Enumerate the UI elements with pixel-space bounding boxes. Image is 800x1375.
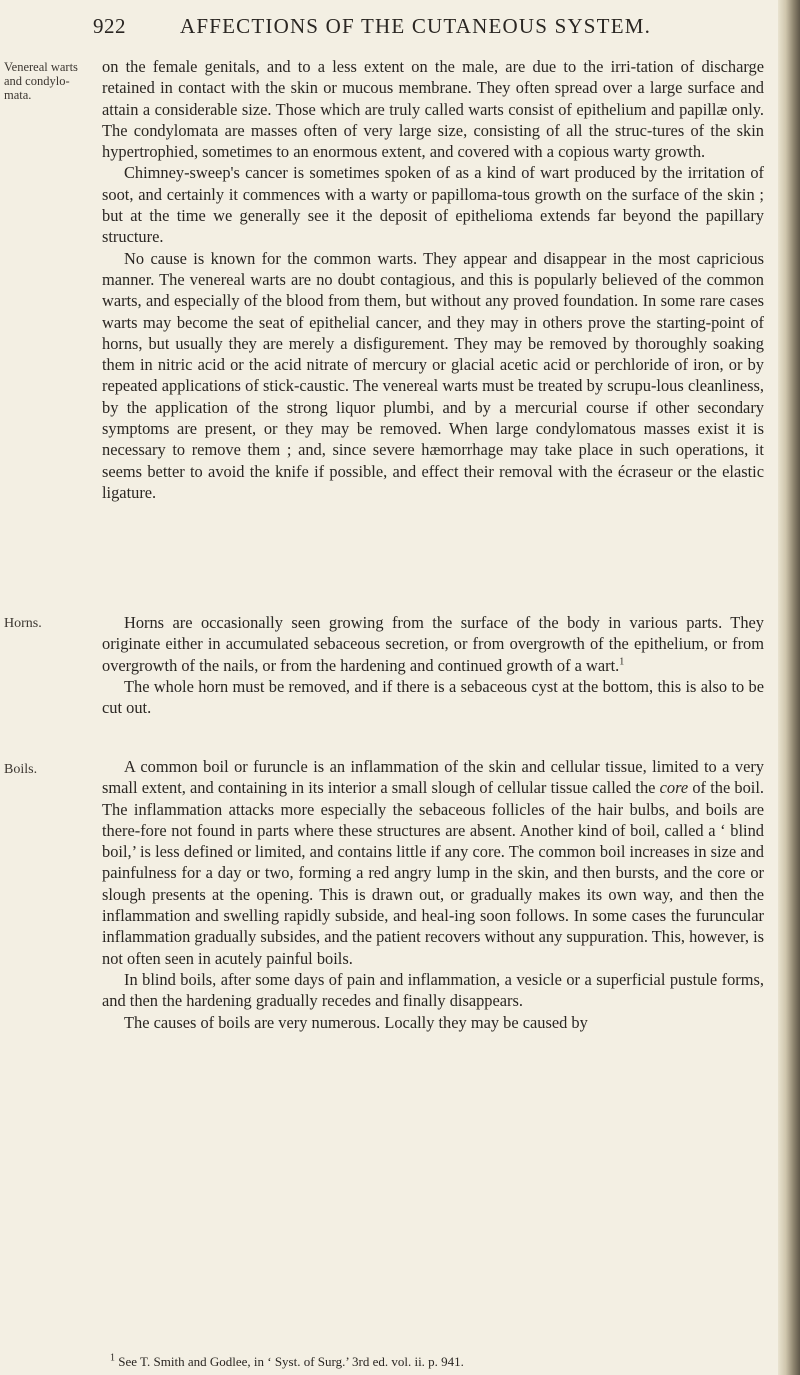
footnote-marker: 1 <box>110 1352 115 1364</box>
page-header <box>0 6 780 40</box>
paragraph: The causes of boils are very numerous. Locally they may be caused by <box>124 1012 588 1032</box>
page-number: 922 <box>93 14 126 38</box>
paragraph <box>102 756 764 969</box>
paragraph-text: of the boil. The inflammation attacks more especially the sebaceous follicles of the hair bulbs, and boils are there-fore not found in parts where these structures are absent. Another kind of boil, called a ‘ blind boil,’ is less defined or limited, and contains little if any core. The common boil increases in size and painfulness for a day or two, forming a red angry lump in the skin, and then bursts, and the core or slough presents at the opening. This is drawn out, or gradually makes its own way, and then the inflammation and swelling rapidly subside, and heal-ing soon follows. In some cases the furuncular inflammation gradually subsides, and the patient recovers without any suppuration. This, however, is not often seen in acutely painful boils. <box>102 778 765 968</box>
italic-term: core <box>659 778 689 798</box>
paragraph: The whole horn must be removed, and if there is a sebaceous cyst at the bottom, this is also to be cut out. <box>102 676 764 718</box>
sidenote-venereal-warts: Venereal warts and condylo-mata. <box>4 60 78 102</box>
running-head: AFFECTIONS OF THE CUTANEOUS SYSTEM. <box>180 14 652 38</box>
footnote-text: See T. Smith and Godlee, in ‘ Syst. of Surg.’ 3rd ed. vol. ii. p. 941. <box>115 1354 464 1369</box>
paragraph: No cause is known for the common warts. They appear and disappear in the most capricious manner. The venereal warts are no doubt contagious, and this is popularly believed of the common warts, and especially of the blood from them, but without any proved foundation. In some rare cases warts may become the seat of epithelial cancer, and they may in others prove the starting-point of horns, but usually they are merely a disfigurement. They may be removed by thoroughly soaking them in nitric acid or the acid nitrate of mercury or glacial acetic acid or perchloride of iron, or by repeated applications of stick-caustic. The venereal warts must be treated by scrupu-lous cleanliness, by the application of the strong liquor plumbi, and by a mercurial course if other secondary symptoms are present, or they may be removed. When large condylomatous masses exist it is necessary to remove them ; and, since severe hæmorrhage may take place in such operations, it seems better to avoid the knife if possible, and effect their removal with the écraseur or the elastic ligature. <box>102 248 764 502</box>
sidenote-boils: Boils. <box>4 762 38 777</box>
paragraph <box>102 612 764 676</box>
sidenote-horns: Horns. <box>4 616 42 631</box>
text-block-boils <box>102 756 764 1033</box>
footnote <box>110 1354 750 1369</box>
page-edge-shadow <box>778 0 800 1375</box>
text-block-horns <box>102 612 764 718</box>
paragraph: Chimney-sweep's cancer is sometimes spoken of as a kind of wart produced by the irritation of soot, and certainly it commences with a warty or papilloma-tous growth on the surface of the skin ; but at the time we generally see it the deposit of epithelioma extends far beyond the papillary structure. <box>102 163 764 247</box>
paragraph-text: Horns are occasionally seen growing from the surface of the body in various parts. They originate either in accumulated sebaceous secretion, or from overgrowth of the epithelium, or from overgrowth of the nails, or from the hardening and continued growth of a wart. <box>102 613 764 675</box>
paragraph: on the female genitals, and to a less extent on the male, are due to the irri-tation of discharge retained in contact with the skin or mucous membrane. They often spread over a large surface and attain a considerable size. Those which are truly called warts consist of epithelium and papillæ only. The condylomata are masses often of very large size, consisting of all the struc-tures of the skin hypertrophied, sometimes to an enormous extent, and covered with a copious warty growth. <box>102 57 764 162</box>
paragraph-text: A common boil or furuncle is an inflammation of the skin and cellular tissue, limited to a very small extent, and containing in its interior a small slough of cellular tissue called the <box>102 757 764 798</box>
paragraph: In blind boils, after some days of pain and inflammation, a vesicle or a superficial pustule forms, and then the hardening gradually recedes and finally disappears. <box>102 969 764 1011</box>
footnote-reference: 1 <box>619 656 625 668</box>
text-block-warts <box>102 56 764 503</box>
